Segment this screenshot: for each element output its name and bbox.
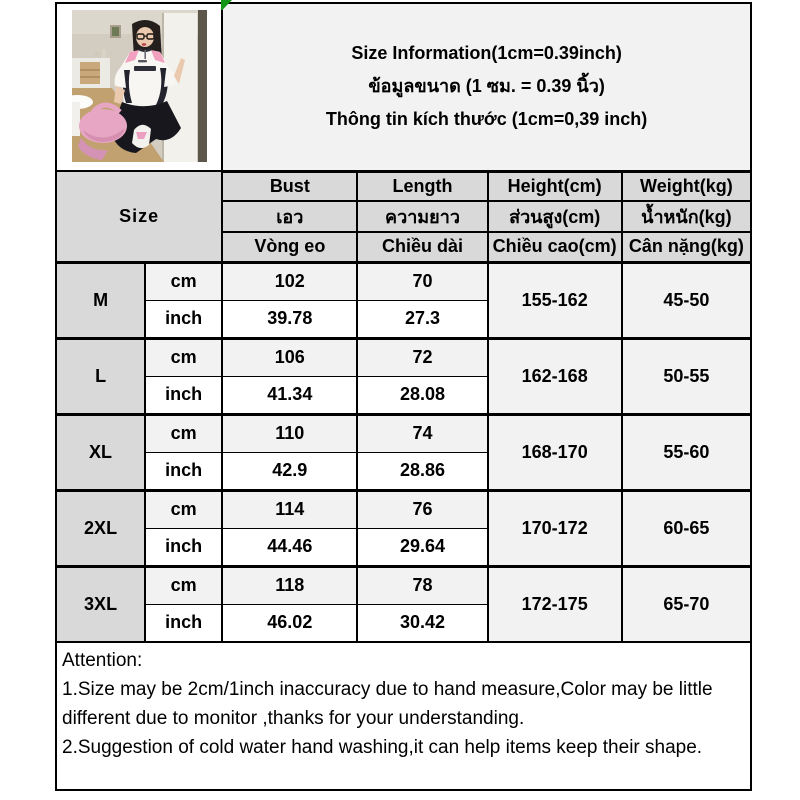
unit-inch: inch [145, 528, 222, 566]
cell-2xl-length-cm: 76 [357, 490, 487, 528]
title-vietnamese: Thông tin kích thước (1cm=0,39 inch) [325, 109, 648, 130]
shelf-rack-shape [80, 62, 100, 84]
size-information-title-cell [222, 3, 751, 171]
cell-2xl-height: 170-172 [488, 490, 622, 566]
size-label-xl: XL [56, 414, 145, 490]
title-english: Size Information(1cm=0.39inch) [351, 43, 622, 64]
size-information-table [55, 2, 752, 791]
size-header-cell: Size [56, 171, 222, 262]
col-header-weight-th: น้ำหนัก(kg) [622, 201, 751, 232]
row-m-cm [56, 262, 751, 300]
row-l-cm [56, 338, 751, 376]
unit-inch: inch [145, 300, 222, 338]
header-row-english [56, 171, 751, 201]
cell-3xl-bust-inch: 46.02 [222, 604, 357, 642]
attention-note-1: 1.Size may be 2cm/1inch inaccuracy due to hand measure,Color may be little different due to monitor ,thanks for your understanding. [62, 679, 713, 729]
cell-3xl-length-inch: 30.42 [357, 604, 487, 642]
cell-m-length-inch: 27.3 [357, 300, 487, 338]
cell-xl-bust-inch: 42.9 [222, 452, 357, 490]
unit-cm: cm [145, 338, 222, 376]
unit-inch: inch [145, 452, 222, 490]
cell-xl-bust-cm: 110 [222, 414, 357, 452]
cell-m-bust-cm: 102 [222, 262, 357, 300]
cell-l-length-inch: 28.08 [357, 376, 487, 414]
attention-note-2: 2.Suggestion of cold water hand washing,it can help items keep their shape. [62, 737, 703, 758]
cell-xl-weight: 55-60 [622, 414, 751, 490]
cell-xl-length-inch: 28.86 [357, 452, 487, 490]
row-xl-cm [56, 414, 751, 452]
product-photo-illustration [72, 10, 207, 162]
cell-m-weight: 45-50 [622, 262, 751, 338]
unit-cm: cm [145, 566, 222, 604]
cell-l-bust-cm: 106 [222, 338, 357, 376]
size-label-l: L [56, 338, 145, 414]
chest-logo-shape [134, 66, 156, 71]
cell-xl-length-cm: 74 [357, 414, 487, 452]
unit-inch: inch [145, 604, 222, 642]
row-3xl-cm [56, 566, 751, 604]
cell-xl-height: 168-170 [488, 414, 622, 490]
col-header-weight-en: Weight(kg) [622, 171, 751, 201]
size-label-3xl: 3XL [56, 566, 145, 642]
row-2xl-cm [56, 490, 751, 528]
size-chart-sheet [55, 2, 752, 791]
cell-2xl-bust-cm: 114 [222, 490, 357, 528]
unit-cm: cm [145, 262, 222, 300]
unit-inch: inch [145, 376, 222, 414]
col-header-height-vi: Chiều cao(cm) [488, 232, 622, 262]
size-label-2xl: 2XL [56, 490, 145, 566]
cell-3xl-weight: 65-70 [622, 566, 751, 642]
cell-l-length-cm: 72 [357, 338, 487, 376]
col-header-height-en: Height(cm) [488, 171, 622, 201]
door-shape [164, 13, 197, 162]
unit-cm: cm [145, 414, 222, 452]
attention-cell [56, 642, 751, 790]
attention-row [56, 642, 751, 790]
col-header-bust-vi: Vòng eo [222, 232, 357, 262]
col-header-length-en: Length [357, 171, 487, 201]
cell-3xl-bust-cm: 118 [222, 566, 357, 604]
attention-heading: Attention: [62, 650, 143, 671]
photo-title-row [56, 3, 751, 171]
cell-2xl-bust-inch: 44.46 [222, 528, 357, 566]
title-thai: ข้อมูลขนาด (1 ซม. = 0.39 นิ้ว) [368, 76, 605, 97]
col-header-length-vi: Chiều dài [357, 232, 487, 262]
cell-l-bust-inch: 41.34 [222, 376, 357, 414]
col-header-bust-en: Bust [222, 171, 357, 201]
cell-3xl-height: 172-175 [488, 566, 622, 642]
col-header-height-th: ส่วนสูง(cm) [488, 201, 622, 232]
product-photo-cell [56, 3, 222, 171]
cell-m-height: 155-162 [488, 262, 622, 338]
cell-3xl-length-cm: 78 [357, 566, 487, 604]
cell-l-weight: 50-55 [622, 338, 751, 414]
col-header-bust-th: เอว [222, 201, 357, 232]
cell-m-length-cm: 70 [357, 262, 487, 300]
cell-2xl-length-inch: 29.64 [357, 528, 487, 566]
size-label-m: M [56, 262, 145, 338]
col-header-weight-vi: Cân nặng(kg) [622, 232, 751, 262]
cell-l-height: 162-168 [488, 338, 622, 414]
unit-cm: cm [145, 490, 222, 528]
col-header-length-th: ความยาว [357, 201, 487, 232]
cell-2xl-weight: 60-65 [622, 490, 751, 566]
cell-m-bust-inch: 39.78 [222, 300, 357, 338]
